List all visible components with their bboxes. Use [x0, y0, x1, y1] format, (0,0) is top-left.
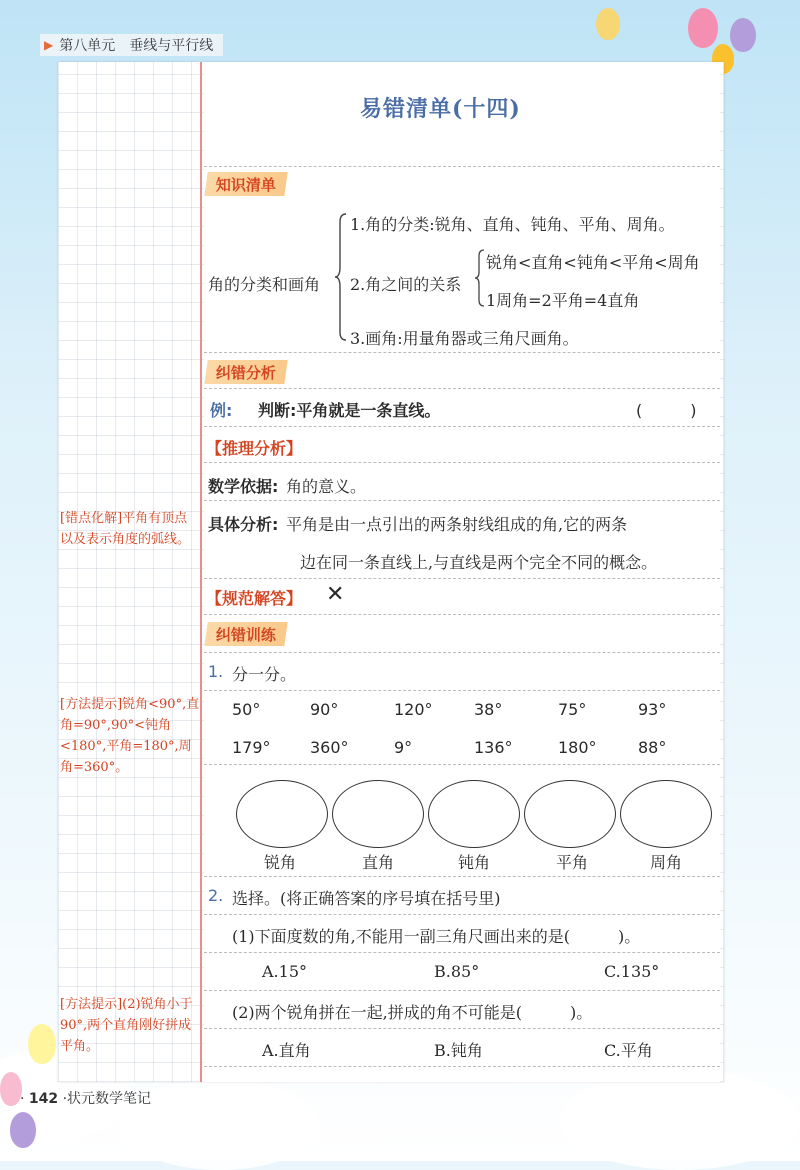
degree-value: 120° — [394, 700, 433, 719]
balloon-icon — [0, 1072, 22, 1106]
dashed-rule — [204, 690, 720, 691]
oval-label: 平角 — [556, 853, 589, 872]
oval-label: 锐角 — [264, 853, 297, 872]
dashed-rule — [204, 614, 720, 615]
option: C.平角 — [604, 1041, 653, 1060]
page-number: 142 — [28, 1091, 59, 1107]
oval-obtuse — [428, 780, 520, 848]
knowledge-item-2a: 锐角<直角<钝角<平角<周角 — [486, 253, 700, 272]
option: B.钝角 — [434, 1041, 483, 1060]
oval-full — [620, 780, 712, 848]
dashed-rule — [204, 1028, 720, 1029]
knowledge-item-2b: 1周角=2平角=4直角 — [486, 291, 640, 310]
dashed-rule — [204, 952, 720, 953]
balloon-icon — [28, 1024, 56, 1064]
dashed-rule — [204, 352, 720, 353]
degree-value: 136° — [474, 738, 513, 757]
q2-sub1: (1)下面度数的角,不能用一副三角尺画出来的是( )。 — [232, 927, 641, 946]
q2-number: 2. — [208, 886, 224, 905]
degree-value: 360° — [310, 738, 349, 757]
balloon-icon — [596, 8, 620, 40]
answer-mark: ✕ — [326, 582, 345, 607]
example-text: 判断:平角就是一条直线。 — [258, 401, 441, 420]
oval-acute — [236, 780, 328, 848]
breadcrumb — [40, 34, 223, 56]
basis-label: 数学依据: — [208, 477, 279, 496]
margin-divider — [200, 62, 202, 1082]
knowledge-item-2: 2.角之间的关系 — [350, 275, 462, 294]
dashed-rule — [204, 1066, 720, 1067]
knowledge-item-3: 3.画角:用量角器或三角尺画角。 — [350, 329, 579, 348]
dashed-rule — [204, 166, 720, 167]
degree-value: 50° — [232, 700, 261, 719]
page-title: 易错清单(十四) — [360, 96, 521, 122]
oval-label: 周角 — [650, 853, 683, 872]
dashed-rule — [204, 914, 720, 915]
dashed-rule — [204, 578, 720, 579]
margin-note-1: [错点化解]平角有顶点以及表示角度的弧线。 — [60, 511, 191, 547]
degree-value: 38° — [474, 700, 503, 719]
option: B.85° — [434, 962, 480, 981]
knowledge-root: 角的分类和画角 — [208, 275, 321, 294]
dashed-rule — [204, 462, 720, 463]
dashed-rule — [204, 426, 720, 427]
degree-value: 88° — [638, 738, 667, 757]
degree-value: 180° — [558, 738, 597, 757]
detail-line-2: 边在同一条直线上,与直线是两个完全不同的概念。 — [300, 553, 658, 572]
margin-note-3: [方法提示](2)锐角小于90°,两个直角刚好拼成平角。 — [60, 997, 193, 1054]
q2-text: 选择。(将正确答案的序号填在括号里) — [232, 889, 501, 908]
dashed-rule — [204, 652, 720, 653]
balloon-icon — [10, 1112, 36, 1148]
detail-line-1: 平角是由一点引出的两条射线组成的角,它的两条 — [286, 515, 628, 534]
balloon-icon — [730, 18, 756, 52]
degree-value: 75° — [558, 700, 587, 719]
option: A.直角 — [262, 1041, 311, 1060]
knowledge-item-1: 1.角的分类:锐角、直角、钝角、平角、周角。 — [350, 215, 675, 234]
book-title: ·状元数学笔记 — [62, 1091, 152, 1107]
degree-value: 90° — [310, 700, 339, 719]
reasoning-tag: 【推理分析】 — [206, 439, 303, 458]
option: A.15° — [262, 962, 307, 981]
example-label: 例: — [210, 401, 233, 420]
dashed-rule — [204, 500, 720, 501]
brace-icon — [474, 248, 486, 308]
oval-right — [332, 780, 424, 848]
dashed-rule — [204, 990, 720, 991]
balloon-icon — [688, 8, 718, 48]
dashed-rule — [204, 388, 720, 389]
answer-tag: 【规范解答】 — [206, 589, 303, 608]
triangle-right-icon: ▶ — [44, 38, 54, 52]
margin-note-2: [方法提示]锐角<90°,直角=90°,90°<钝角<180°,平角=180°,周角=360°。 — [60, 697, 200, 775]
degree-value: 9° — [394, 738, 413, 757]
q1-number: 1. — [208, 662, 224, 681]
oval-straight — [524, 780, 616, 848]
answer-paren: ( ) — [636, 401, 697, 420]
page-footer: · 142 ·状元数学笔记 — [20, 1091, 152, 1107]
option: C.135° — [604, 962, 660, 981]
section-tag-training: 纠错训练 — [204, 622, 287, 646]
degree-value: 93° — [638, 700, 667, 719]
basis-text: 角的意义。 — [286, 477, 367, 496]
section-tag-analysis: 纠错分析 — [204, 360, 287, 384]
dashed-rule — [204, 764, 720, 765]
oval-label: 直角 — [362, 853, 395, 872]
oval-label: 钝角 — [458, 853, 491, 872]
q2-sub2: (2)两个锐角拼在一起,拼成的角不可能是( )。 — [232, 1003, 593, 1022]
dashed-rule — [204, 876, 720, 877]
breadcrumb-text: 第八单元 垂线与平行线 — [59, 38, 214, 54]
detail-label: 具体分析: — [208, 515, 279, 534]
brace-icon — [334, 212, 348, 342]
cloud — [560, 1070, 800, 1170]
q1-text: 分一分。 — [232, 665, 297, 684]
section-tag-knowledge: 知识清单 — [204, 172, 287, 196]
degree-value: 179° — [232, 738, 271, 757]
